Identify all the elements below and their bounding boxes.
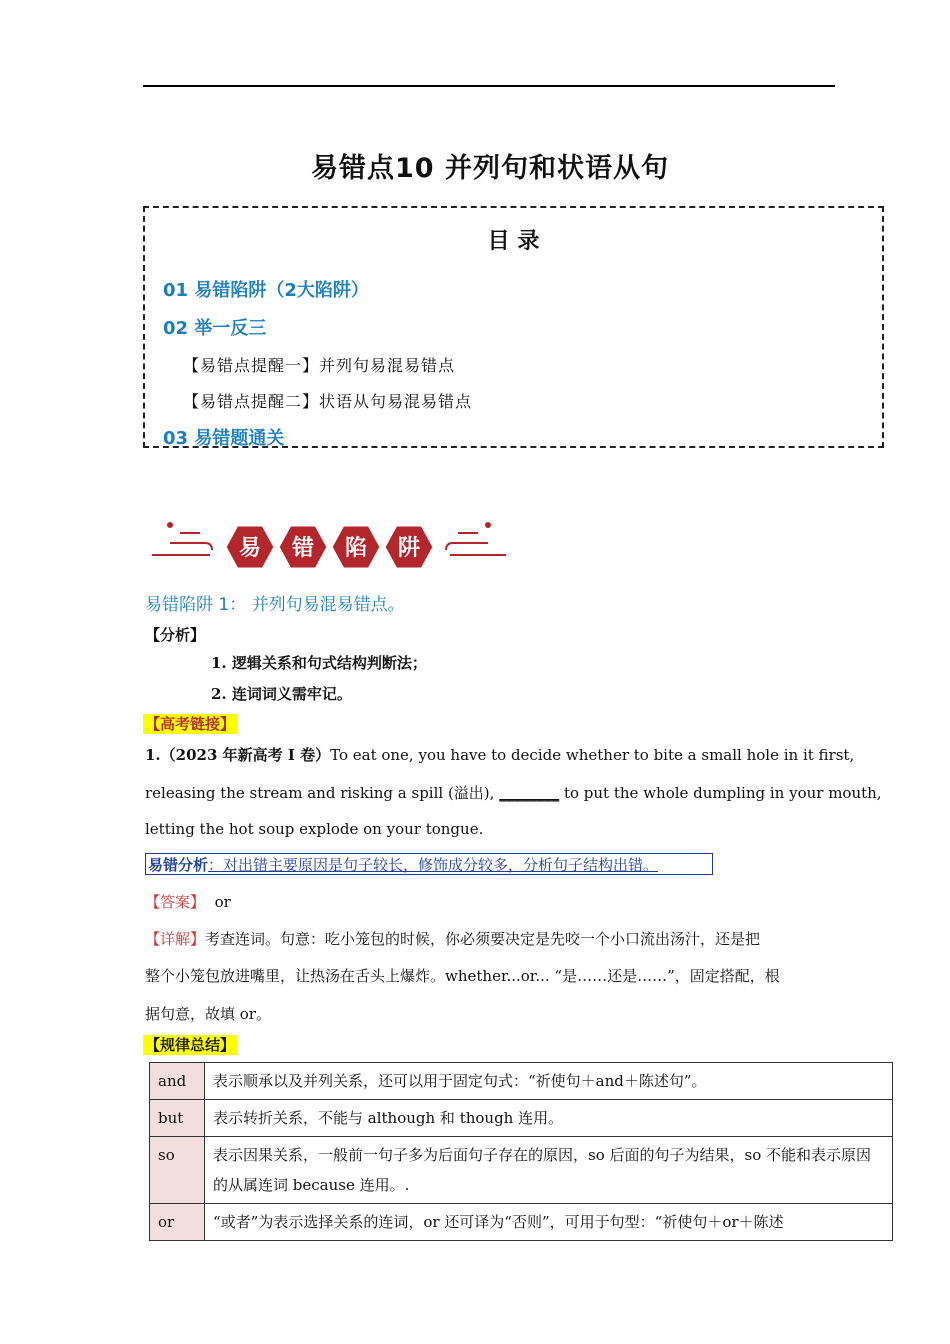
header-rule <box>143 85 835 87</box>
rule-cell: “或者”为表示选择关系的连词，or 还可译为“否则”，可用于句型：“祈使句＋or＋陈述 <box>205 1204 893 1241</box>
table-row <box>150 1137 893 1204</box>
answer-value: or <box>214 893 231 911</box>
rules-summary-tag: 【规律总结】 <box>145 1036 236 1054</box>
table-row <box>150 1100 893 1137</box>
analysis-label: 【分析】 <box>145 626 206 644</box>
trap-banner <box>150 513 510 577</box>
answer-blank: ________ <box>499 784 560 802</box>
explanation-text: 考查连词。句意：吃小笼包的时候，你必须要决定是先咬一个小口流出汤汁，还是把 <box>205 930 761 948</box>
error-analysis-box <box>145 853 713 875</box>
banner-char: 易 <box>238 536 262 561</box>
page-title: 易错点10 并列句和状语从句 <box>311 153 669 184</box>
toc-item-traps[interactable]: 01 易错陷阱（2大陷阱） <box>163 280 369 301</box>
question-line-2 <box>145 782 882 803</box>
explanation-line-3: 据句意，故填 or。 <box>145 1005 271 1023</box>
conjunction-cell: so <box>150 1137 205 1204</box>
toc-item-practice[interactable]: 03 易错题通关 <box>163 428 285 449</box>
banner-char: 陷 <box>344 536 368 561</box>
error-analysis-label: 易错分析 <box>148 856 209 874</box>
table-of-contents <box>143 206 884 448</box>
question-text: releasing the stream and risking a spill (溢出), <box>145 784 500 802</box>
analysis-point: 2. 连词词义需牢记。 <box>211 685 352 703</box>
question-line-1 <box>145 744 855 765</box>
table-row <box>150 1204 893 1241</box>
conjunction-cell: but <box>150 1100 205 1137</box>
banner-char: 错 <box>291 536 315 561</box>
table-row <box>150 1063 893 1100</box>
banner-char: 阱 <box>397 536 421 561</box>
analysis-point: 1. 逻辑关系和句式结构判断法； <box>211 654 427 672</box>
explanation-line-2: 整个小笼包放进嘴里，让热汤在舌头上爆炸。whether...or... “是……还是……”，固定搭配，根 <box>145 967 780 985</box>
explanation-tag: 【详解】 <box>145 930 206 948</box>
answer-tag: 【答案】 <box>145 893 206 911</box>
question-text: to put the whole dumpling in your mouth, <box>559 784 882 802</box>
exam-link-tag: 【高考链接】 <box>145 715 236 733</box>
conjunction-cell: and <box>150 1063 205 1100</box>
error-analysis-text: ：对出错主要原因是句子较长，修饰成分较多，分析句子结构出错。 <box>208 856 659 874</box>
conjunction-cell: or <box>150 1204 205 1241</box>
trap-heading: 易错陷阱 1： 并列句易混易错点。 <box>145 595 405 615</box>
question-source: （2023 年新高考 I 卷） <box>160 746 331 764</box>
explanation-line-1 <box>145 928 760 949</box>
question-text: To eat one, you have to decide whether to bite a small hole in it first, <box>330 746 855 764</box>
rule-cell: 表示因果关系，一般前一句子多为后面句子存在的原因，so 后面的句子为结果，so 不能和表示原因的从属连词 because 连用。. <box>205 1137 893 1204</box>
toc-subitem-coordinate[interactable]: 【易错点提醒一】并列句易混易错点 <box>183 356 456 375</box>
toc-subitem-adverbial[interactable]: 【易错点提醒二】状语从句易混易错点 <box>183 392 473 411</box>
question-number: 1. <box>145 746 161 764</box>
rule-cell: 表示顺承以及并列关系，还可以用于固定句式：“祈使句＋and＋陈述句”。 <box>205 1063 893 1100</box>
toc-heading: 目 录 <box>487 229 540 254</box>
conjunction-rules-table <box>149 1062 893 1241</box>
answer-line <box>145 891 231 912</box>
toc-item-examples[interactable]: 02 举一反三 <box>163 318 267 339</box>
question-line-3: letting the hot soup explode on your tongue. <box>145 820 484 838</box>
rule-cell: 表示转折关系，不能与 although 和 though 连用。 <box>205 1100 893 1137</box>
